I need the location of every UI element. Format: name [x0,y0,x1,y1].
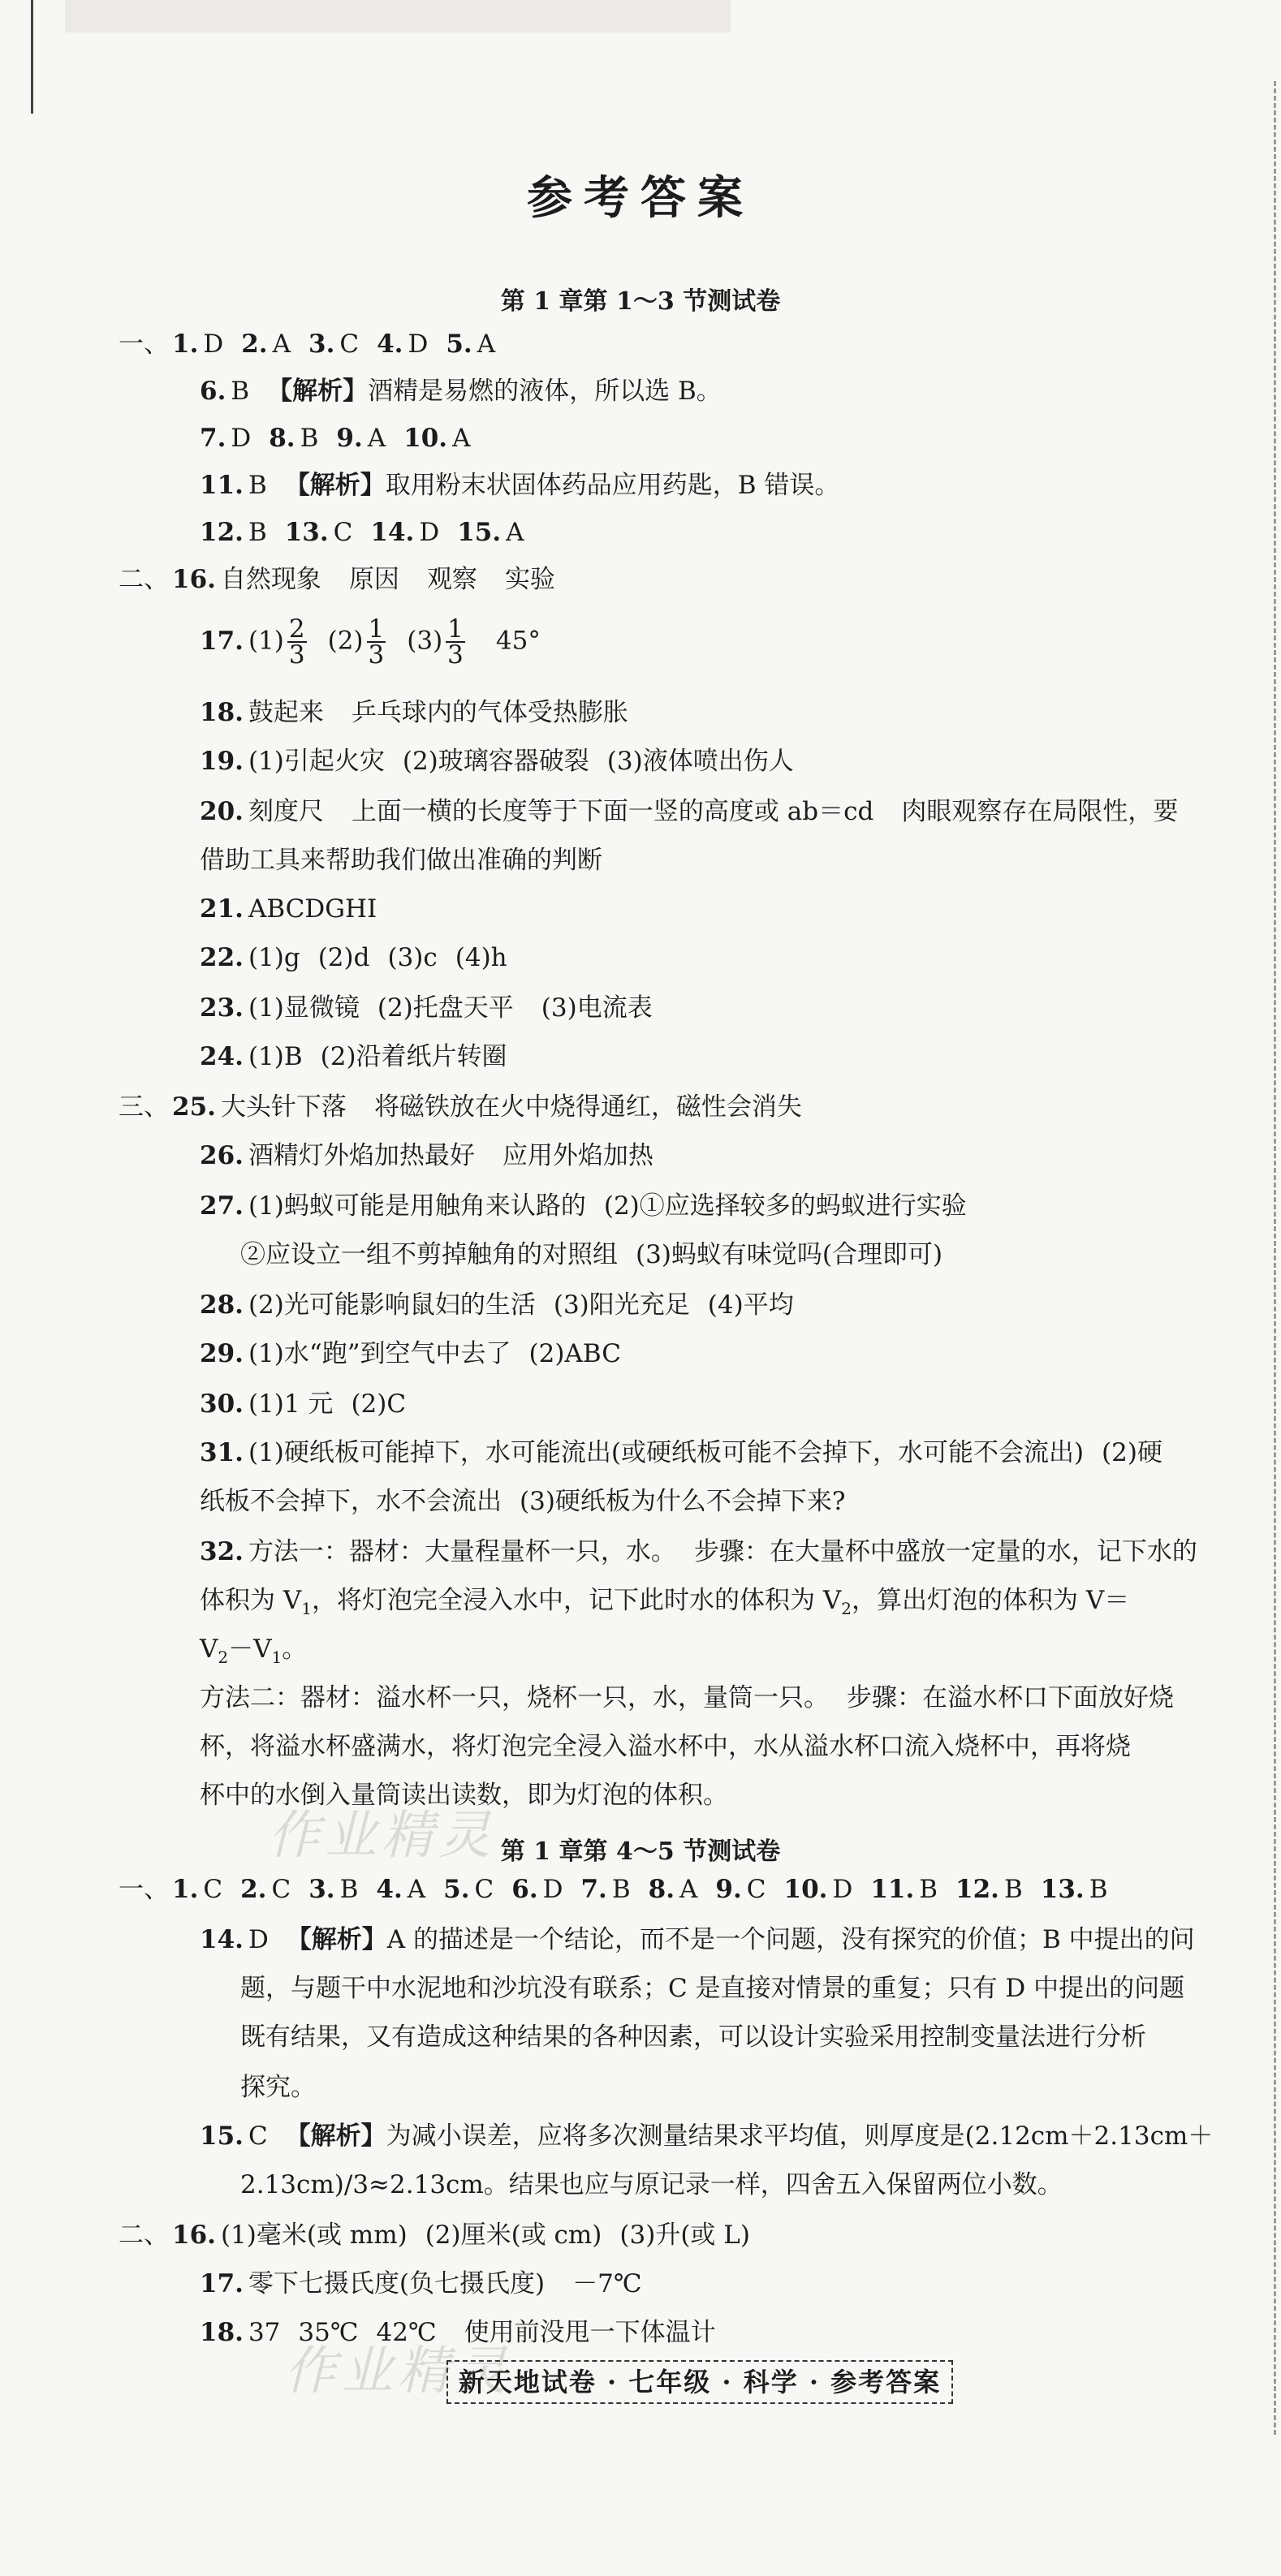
fraction: $\frac{2}{3}$ [288,614,305,670]
answer-row: 19. (1)引起火灾 (2)玻璃容器破裂 (3)液体喷出伤人 [200,747,794,776]
answer-row-continued: 既有结果，又有造成这种结果的各种因素，可以设计实验采用控制变量法进行分析 [240,2022,1146,2052]
answer-row: 17. 零下七摄氏度(负七摄氏度) －7℃ [200,2269,642,2298]
fraction: $\frac{1}{3}$ [447,614,464,670]
answer-row: 32. 方法一：器材：大量程量杯一只，水。 步骤：在大量杯中盛放一定量的水，记下水的 [200,1537,1197,1566]
page-title: 参考答案 [527,171,754,225]
answer-row-continued: 杯，将溢水杯盛满水，将灯泡完全浸入溢水杯中，水从溢水杯口流入烧杯中，再将烧 [200,1732,1131,1761]
answer-row: 一、 1. C 2. C 3. B 4. A 5. C 6. D 7. B 8. A 9. C 10. D 11. B 12. B 13. B [119,1875,1108,1904]
answer-row: 一、 1. D 2. A 3. C 4. D 5. A [119,330,496,359]
answer-row: 18. 37 35℃ 42℃ 使用前没甩一下体温计 [200,2318,716,2347]
answer-row: 29. (1)水“跑”到空气中去了 (2)ABC [200,1339,621,1368]
answer-row: 26. 酒精灯外焰加热最好 应用外焰加热 [200,1141,653,1170]
answer-row: 12. B 13. C 14. D 15. A [200,518,524,547]
answer-row-continued: 方法二：器材：溢水杯一只，烧杯一只，水，量筒一只。 步骤：在溢水杯口下面放好烧 [200,1683,1174,1712]
answer-row: 18. 鼓起来 乒乓球内的气体受热膨胀 [200,698,628,727]
binding-edge [31,0,33,114]
answer-row: 14. D 【解析】A 的描述是一个结论，而不是一个问题，没有探究的价值；B 中提出的问 [200,1925,1195,1954]
answer-row: 二、 16. 自然现象 原因 观察 实验 [119,565,555,594]
answer-row: 30. (1)1 元 (2)C [200,1389,407,1419]
answer-row: 三、 25. 大头针下落 将磁铁放在火中烧得通红，磁性会消失 [119,1092,802,1122]
answer-row: 21. ABCDGHI [200,894,377,924]
answer-row: 31. (1)硬纸板可能掉下，水可能流出(或硬纸板可能不会掉下，水可能不会流出) (2)硬 [200,1438,1162,1467]
fraction: $\frac{1}{3}$ [368,614,385,670]
answer-row-continued: $V_2-V_1$。 [200,1635,308,1668]
answer-row: 11. B 【解析】取用粉末状固体药品应用药匙，B 错误。 [200,471,840,500]
scan-margin [65,0,731,32]
answer-row: 27. (1)蚂蚁可能是用触角来认路的 (2)①应选择较多的蚂蚁进行实验 [200,1191,967,1221]
answer-row-continued: 纸板不会掉下，水不会流出 (3)硬纸板为什么不会掉下来? [200,1487,846,1516]
answer-row-continued: 探究。 [240,2073,316,2102]
footer-label: 新天地试卷 · 七年级 · 科学 · 参考答案 [446,2360,953,2404]
answer-row: 6. B 【解析】酒精是易燃的液体，所以选 B。 [200,377,722,406]
section-title-2: 第 1 章第 4～5 节测试卷 [500,1837,781,1866]
answer-row-continued: 借助工具来帮助我们做出准确的判断 [200,846,602,875]
answer-row-continued: 杯中的水倒入量筒读出读数，即为灯泡的体积。 [200,1781,728,1810]
answer-row-continued: 体积为 $V_1$，将灯泡完全浸入水中，记下此时水的体积为 $V_2$，算出灯泡的体积为 V＝ [200,1586,1130,1619]
answer-row-continued: 2.13cm)/3≈2.13cm。结果也应与原记录一样，四舍五入保留两位小数。 [240,2170,1063,2199]
answer-row: 28. (2)光可能影响鼠妇的生活 (3)阳光充足 (4)平均 [200,1290,794,1320]
answer-row-continued: ②应设立一组不剪掉触角的对照组 (3)蚂蚁有味觉吗(合理即可) [240,1240,943,1269]
answer-row: 24. (1)B (2)沿着纸片转圈 [200,1042,507,1071]
answer-row: 二、 16. (1)毫米(或 mm) (2)厘米(或 cm) (3)升(或 L) [119,2221,750,2250]
answer-row: 15. C 【解析】为减小误差，应将多次测量结果求平均值，则厚度是(2.12cm＋2.13cm＋ [200,2122,1214,2151]
answer-row-continued: 题，与题干中水泥地和沙坑没有联系；C 是直接对情景的重复；只有 D 中提出的问题 [240,1974,1185,2003]
answer-row: 7. D 8. B 9. A 10. A [200,424,471,453]
answer-row: 17. (1) $\frac{2}{3}$ (2) $\frac{1}{3}$ (3) $\frac{1}{3}$ 45° [200,614,541,670]
watermark: 作业精灵 [268,1806,495,1866]
answer-row: 22. (1)g (2)d (3)c (4)h [200,943,507,972]
section-title-1: 第 1 章第 1～3 节测试卷 [500,287,781,316]
cut-line [1274,81,1276,2435]
answer-row: 23. (1)显微镜 (2)托盘天平 (3)电流表 [200,993,653,1023]
answer-row: 20. 刻度尺 上面一横的长度等于下面一竖的高度或 ab＝cd 肉眼观察存在局限性，要 [200,797,1179,826]
watermark: 作业精灵 [284,2341,511,2402]
